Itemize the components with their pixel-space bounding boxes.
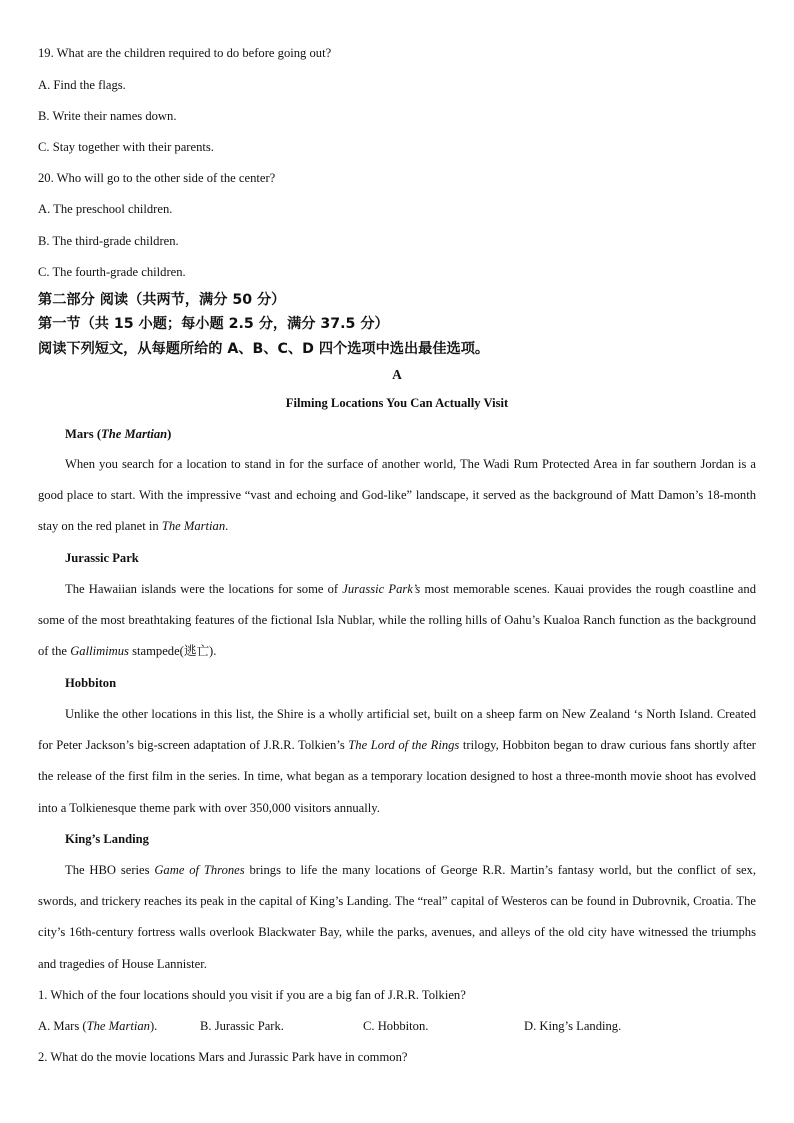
part-title: 第二部分 阅读（共两节，满分 50 分） (38, 292, 286, 308)
kings-landing-paragraph: The HBO series Game of Thrones brings to life the many locations of George R.R. Martin’s fantasy world, but the conflict of sex, swords, and trickery reaches its peak in the capital of King’s Landing. The “real” capital of Westeros can be found in Dubrovnik, Croatia. The city’s 16th-century fortress walls overlook Blackwater Bay, while the parks, avenues, and alleys of the old city have witnessed the triumphs and tragedies of House Lannister. (38, 863, 756, 971)
hobbiton-heading: Hobbiton (65, 676, 117, 690)
passage-title: Filming Locations You Can Actually Visit (285, 396, 509, 410)
q1-option-b: B. Jurassic Park. (200, 1019, 284, 1033)
q19-option-a: A. Find the flags. (38, 78, 126, 92)
kings-landing-heading: King’s Landing (65, 832, 149, 846)
q1-option-a: A. Mars (The Martian). (38, 1019, 158, 1033)
q19-option-b: B. Write their names down. (38, 109, 177, 123)
question-2: 2. What do the movie locations Mars and Jurassic Park have in common? (38, 1050, 408, 1064)
q20-option-a: A. The preschool children. (38, 202, 173, 216)
q1-option-c: C. Hobbiton. (363, 1019, 429, 1033)
q19-option-c: C. Stay together with their parents. (38, 140, 214, 154)
section-title: 第一节（共 15 小题；每小题 2.5 分，满分 37.5 分） (38, 316, 389, 332)
mars-paragraph: When you search for a location to stand in for the surface of another world, The Wadi Rum Protected Area in far southern Jordan is a good place to start. With the impressive “vast and echoing and God-like” landscape, it served as the background of Matt Damon’s 18-month stay on the red planet in The Martian. (38, 457, 756, 534)
q20-option-b: B. The third-grade children. (38, 234, 179, 248)
question-20: 20. Who will go to the other side of the center? (38, 171, 276, 185)
question-1: 1. Which of the four locations should you visit if you are a big fan of J.R.R. Tolkien? (38, 988, 466, 1002)
q20-option-c: C. The fourth-grade children. (38, 265, 186, 279)
question-19: 19. What are the children required to do before going out? (38, 46, 332, 60)
jurassic-park-paragraph: The Hawaiian islands were the locations for some of Jurassic Park’s most memorable scenes. Kauai provides the rough coastline and some of the most breathtaking features of the fictional Isla Nublar, while the rolling hills of Oahu’s Kualoa Ranch function as the background of the Gallimimus stampede(逃亡). (38, 582, 756, 659)
q1-option-d: D. King’s Landing. (524, 1019, 622, 1033)
section-instruction: 阅读下列短文，从每题所给的 A、B、C、D 四个选项中选出最佳选项。 (38, 341, 490, 357)
jurassic-park-heading: Jurassic Park (65, 551, 139, 565)
mars-heading: Mars (The Martian) (65, 427, 172, 441)
hobbiton-paragraph: Unlike the other locations in this list, the Shire is a wholly artificial set, built on a sheep farm on New Zealand ‘s North Island. Created for Peter Jackson’s big-screen adaptation of J.R.R. Tolkien’s The Lord of the Rings trilogy, Hobbiton began to draw curious fans shortly after the release of the first film in the series. In time, what began as a temporary location designed to host a three-month movie shoot has evolved into a Tolkienesque theme park with over 350,000 visitors annually. (38, 707, 756, 815)
passage-letter: A (392, 367, 402, 382)
